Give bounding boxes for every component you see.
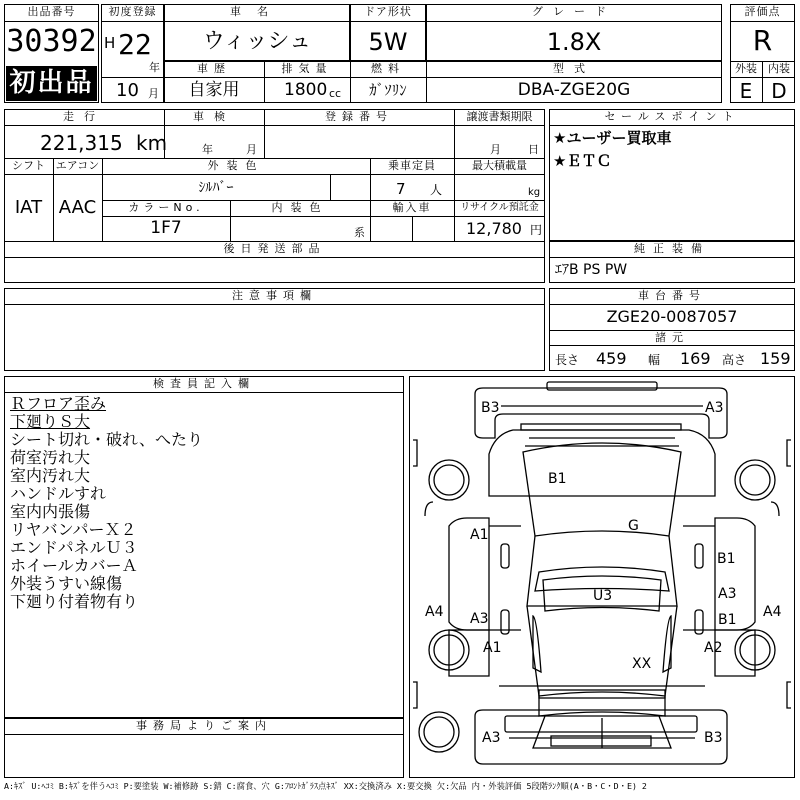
- int-color-label: 内装色: [271, 201, 329, 214]
- inspector-note: ホイールカバーＡ: [10, 556, 138, 575]
- door-type: 5W: [368, 28, 408, 56]
- reg-month: 10: [116, 80, 139, 101]
- shift-label: シフト: [12, 159, 45, 172]
- damage-label: B3: [481, 400, 500, 416]
- damage-label: A3: [718, 586, 737, 602]
- history: 自家用: [188, 80, 240, 100]
- capacity-unit: 人: [430, 183, 443, 197]
- sales-point: ★ユーザー買取車: [553, 129, 672, 147]
- first-listing-label: 初出品: [9, 68, 94, 98]
- height-label: 高さ: [722, 353, 747, 367]
- damage-label: G: [628, 518, 639, 534]
- model-label: 型式: [553, 62, 595, 75]
- inspector-note: 下廻り付着物有り: [10, 592, 139, 611]
- damage-label: B1: [717, 551, 736, 567]
- width: 169: [680, 349, 711, 368]
- inspector-note: 室内汚れ大: [10, 466, 91, 485]
- interior-score: D: [771, 79, 787, 103]
- damage-label: A4: [763, 604, 782, 620]
- damage-label: A3: [470, 611, 489, 627]
- first-reg-label: 初度登録: [108, 5, 157, 18]
- exterior-color: ｼﾙﾊﾞｰ: [198, 180, 234, 196]
- import-label: 輸入車: [392, 201, 432, 214]
- inspection-month-unit: 月: [246, 143, 257, 156]
- grade-label: グレード: [532, 5, 616, 18]
- shift: IAT: [14, 197, 43, 218]
- history-label: 車歴: [197, 62, 231, 75]
- recycle-unit: 円: [530, 223, 543, 237]
- color-no: 1F7: [150, 218, 182, 238]
- score-label: 評価点: [744, 5, 781, 18]
- door-label: ドア形状: [364, 5, 412, 18]
- length: 459: [596, 349, 627, 368]
- inspector-note: Ｒフロア歪み: [10, 394, 107, 413]
- int-color-unit: 系: [354, 226, 365, 239]
- inspector-note: エンドパネルＵ３: [10, 538, 138, 557]
- capacity-label: 乗車定員: [388, 159, 436, 172]
- score: R: [752, 24, 773, 57]
- model: DBA-ZGE20G: [517, 80, 631, 100]
- mileage: 221,315: [40, 131, 123, 155]
- displacement-unit: cc: [329, 87, 342, 100]
- damage-label: A3: [482, 730, 501, 746]
- mileage-unit: km: [136, 131, 168, 155]
- capacity: 7: [396, 180, 406, 198]
- grade: 1.8X: [546, 28, 602, 56]
- damage-label: A4: [425, 604, 444, 620]
- office-label: 事務局よりご案内: [136, 719, 272, 732]
- damage-label: U3: [593, 588, 613, 604]
- recycle-amount: 12,780: [466, 219, 522, 238]
- interior-label: 内装: [768, 62, 790, 75]
- chassis-number: ZGE20-0087057: [606, 307, 738, 326]
- length-label: 長さ: [555, 353, 580, 367]
- damage-label: A1: [470, 527, 489, 543]
- inspector-note: 荷室汚れ大: [10, 448, 91, 467]
- specs-label: 諸元: [655, 331, 689, 344]
- ac: AAC: [58, 197, 97, 218]
- damage-label: B1: [718, 612, 737, 628]
- inspection-year-unit: 年: [202, 143, 213, 156]
- recycle-label: リサイクル預託金: [460, 202, 539, 213]
- height: 159: [760, 349, 791, 368]
- car-diagram: [409, 376, 795, 778]
- sales-points-label: セールスポイント: [604, 110, 740, 123]
- displacement: 1800: [284, 80, 328, 100]
- exterior-score: E: [739, 79, 753, 103]
- sales-point: ★ＥＴＣ: [553, 152, 612, 170]
- damage-label: A1: [483, 640, 502, 656]
- load-unit: kg: [528, 187, 541, 198]
- inspection-label: 車検: [193, 110, 235, 123]
- damage-label: B3: [704, 730, 723, 746]
- inspector-note: 外装うすい線傷: [10, 574, 123, 593]
- reg-year: 22: [118, 28, 152, 61]
- damage-label: B1: [548, 471, 567, 487]
- car-name: ウィッシュ: [202, 29, 312, 54]
- inspector-note: ハンドルすれ: [10, 484, 107, 503]
- legend: A:ｷｽﾞ U:ﾍｺﾐ B:ｷｽﾞを伴うﾍｺﾐ P:要塗装 W:補修跡 S:錆 C:腐食、穴 G:ﾌﾛﾝﾄｶﾞﾗｽ点ｷｽﾞ XX:交換済み X:要交換 欠:欠品 内・外装評価 5段階ﾗﾝｸ順(A・B・C・D・E) 2: [4, 781, 647, 791]
- load-label: 最大積載量: [472, 159, 527, 172]
- color-no-label: カラーNo.: [128, 201, 204, 214]
- inspector-note: 室内内張傷: [10, 502, 91, 521]
- month-unit: 月: [148, 87, 159, 100]
- equipment-label: 純正装備: [634, 242, 710, 255]
- registration-label: 登録番号: [325, 110, 393, 123]
- inspector-label: 検査員記入欄: [153, 377, 255, 390]
- ac-label: エアコン: [55, 159, 100, 172]
- color-label: 外装色: [207, 159, 265, 172]
- mileage-label: 走行: [63, 110, 105, 123]
- damage-label: A2: [704, 640, 723, 656]
- exterior-label: 外装: [735, 62, 757, 75]
- displacement-label: 排気量: [281, 62, 333, 75]
- inspector-note: リヤバンパーＸ２: [10, 520, 137, 539]
- lot-number: 30392: [6, 24, 97, 59]
- transfer-label: 譲渡書類期限: [466, 110, 533, 123]
- chassis-label: 車台番号: [638, 289, 706, 302]
- car-name-label: 車名: [230, 5, 284, 18]
- equipment-value: ｴｱB PS PW: [555, 262, 628, 278]
- damage-label: XX: [632, 656, 652, 672]
- era-letter: H: [104, 34, 116, 52]
- transfer-month-unit: 月: [490, 143, 501, 156]
- caution-label: 注意事項欄: [232, 289, 317, 302]
- later-parts-label: 後日発送部品: [223, 242, 326, 255]
- year-unit: 年: [149, 61, 160, 74]
- inspector-note: シート切れ・破れ、へたり: [10, 430, 203, 449]
- width-label: 幅: [648, 353, 661, 367]
- fuel: ｶﾞｿﾘﾝ: [369, 81, 407, 99]
- damage-label: A3: [705, 400, 724, 416]
- lot-number-label: 出品番号: [27, 5, 76, 18]
- inspector-note: 下廻りＳ大: [10, 412, 91, 431]
- fuel-label: 燃料: [371, 62, 405, 75]
- transfer-day-unit: 日: [528, 143, 539, 156]
